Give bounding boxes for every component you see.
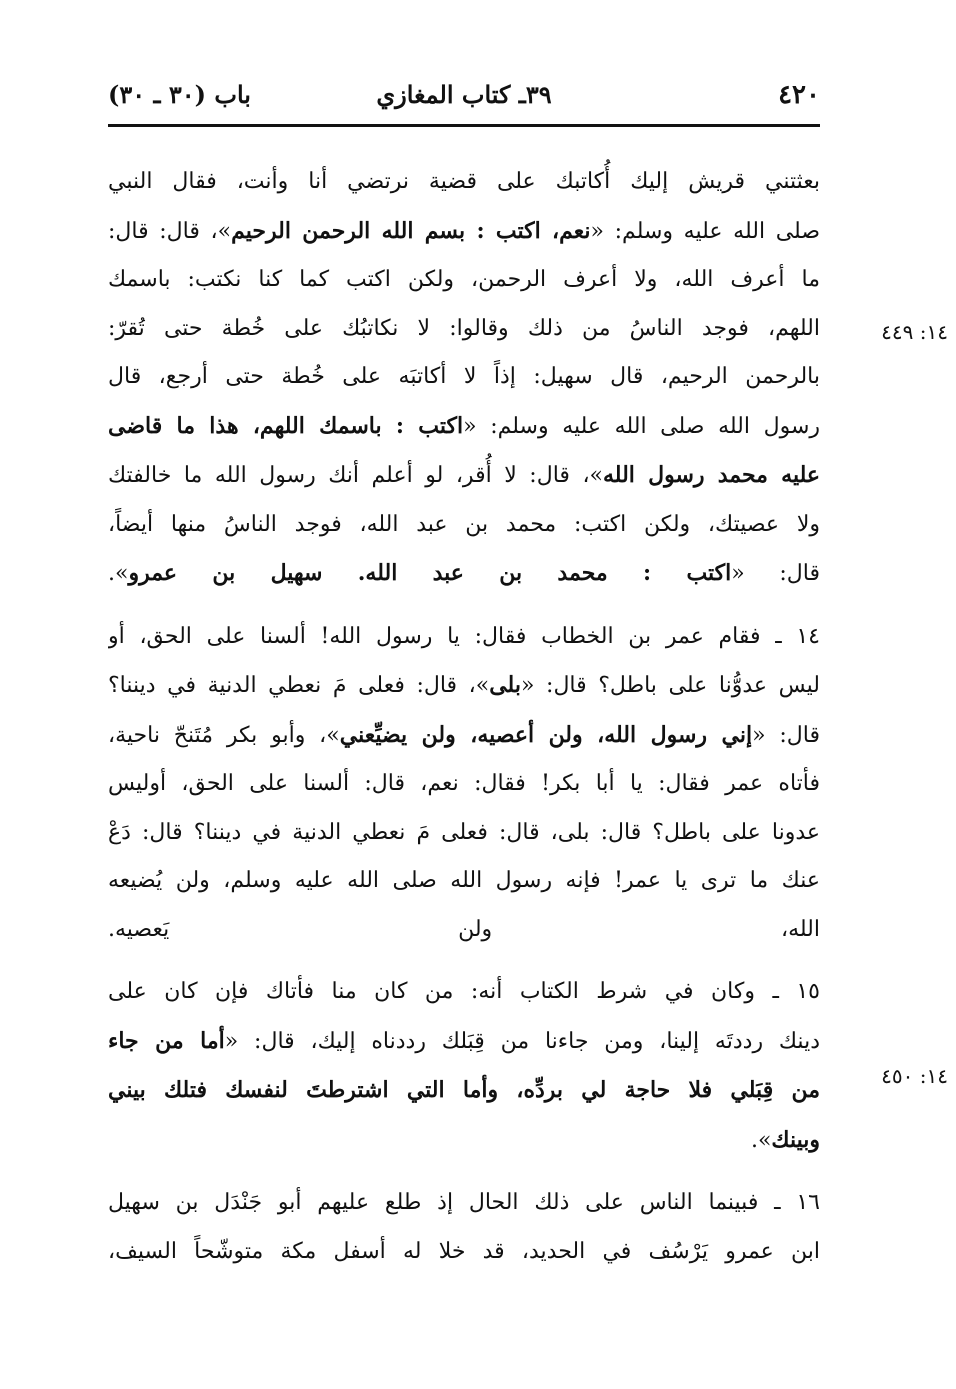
bold-text-run: وبينك xyxy=(771,1126,820,1153)
bold-text-run: أما من جاء xyxy=(108,1027,225,1054)
bold-text-run: اكتب : باسمك اللهم، هذا ما قاضى xyxy=(108,412,464,439)
text-run: »، قال: لا أُقر، لو أعلم أنك رسول الله ما خالفتك xyxy=(108,463,604,488)
text-line xyxy=(108,857,820,906)
text-run: اللهم، فوجد الناسُ من ذلك وقالوا: لا نكاتبُك على خُطة حتى تُقرّ: xyxy=(108,315,820,341)
text-run: ١٦ ـ فبينما الناس على ذلك الحال إذ طلع عليهم أبو جَنْدَل بن سهيل xyxy=(108,1190,820,1215)
text-line xyxy=(108,402,820,452)
text-line xyxy=(108,256,820,305)
bold-text-run: عليه محمد رسول الله xyxy=(603,462,820,488)
text-line xyxy=(108,760,820,809)
text-run: رسول الله صلى الله عليه وسلم: « xyxy=(463,413,820,439)
text-run: »، وأبو بكر مُتَنحّ ناحية، xyxy=(108,722,340,748)
margin-reference-450: ١٤: ٤٥٠ xyxy=(881,1064,948,1088)
text-line xyxy=(108,1228,820,1277)
bold-text-run: إني رسول الله، ولن أعصيه، ولن يضيِّعني xyxy=(339,721,753,748)
text-line xyxy=(108,353,820,402)
header-rule xyxy=(108,124,820,127)
text-run: ابن عمرو يَرْسُف في الحديد، قد خلا له أسفل مكة متوشّحاً السيف، xyxy=(108,1238,820,1264)
text-run: ولا عصيتك، ولكن اكتب: محمد بن عبد الله، فوجد الناسُ منها أيضاً، xyxy=(108,511,820,537)
text-run: فأتاه عمر فقال: يا أبا بكر! فقال: نعم، قال: ألسنا على الحق، أوليس xyxy=(108,771,820,796)
bold-text-run: بلى xyxy=(489,672,521,698)
bold-text-run: من قِبَلي فلا حاجة لي بردِّه، وأما التي اشترطتَ لنفسك فتلك بيني xyxy=(108,1077,820,1103)
text-line xyxy=(108,1116,820,1166)
body-text xyxy=(108,158,820,1290)
page-header xyxy=(108,72,820,120)
text-run: ١٤ ـ فقام عمر بن الخطاب فقال: يا رسول الله! ألسنا على الحق، أو xyxy=(108,623,820,649)
text-run: عدونا على باطل؟ قال: بلى، قال: فعلى مَ نعطي الدنية في ديننا؟ قال: دَعْ xyxy=(108,819,820,845)
text-line xyxy=(108,711,820,761)
text-line xyxy=(108,613,820,662)
text-line xyxy=(108,1017,820,1067)
text-line xyxy=(108,158,820,207)
text-line xyxy=(108,207,820,257)
text-line xyxy=(108,1066,820,1116)
paragraph xyxy=(108,613,820,955)
text-line xyxy=(108,906,820,955)
paragraph xyxy=(108,1179,820,1276)
paragraph xyxy=(108,158,820,599)
text-line xyxy=(108,661,820,711)
bold-text-run: نعم، اكتب : بسم الله الرحمن الرحيم xyxy=(231,217,591,244)
text-line xyxy=(108,809,820,858)
chapter-reference: باب (٣٠ ـ ٣٠) xyxy=(108,80,251,109)
text-run: عنك ما ترى يا عمر! فإنه رسول الله صلى الله عليه وسلم، ولن يُضيعه xyxy=(108,868,820,893)
page-number: ٤٢٠ xyxy=(778,80,820,110)
text-run: ١٥ ـ وكان في شرط الكتاب أنه: من كان منا فأتاك فإن كان على xyxy=(108,979,820,1004)
text-line xyxy=(108,305,820,354)
text-run: صلى الله عليه وسلم: « xyxy=(590,218,820,244)
margin-reference-449: ١٤: ٤٤٩ xyxy=(881,320,948,344)
text-run: ما أعرف الله، ولا أعرف الرحمن، ولكن اكتب كما كنا نكتب: باسمك xyxy=(108,267,820,292)
text-run: قال: « xyxy=(752,722,820,748)
text-run: »، قال: فعلى مَ نعطي الدنية في ديننا؟ xyxy=(108,673,490,698)
running-title: ٣٩ـ كتاب المغازي xyxy=(376,80,552,109)
text-run: ليس عدوُّنا على باطل؟ قال: « xyxy=(520,673,820,698)
text-line xyxy=(108,1179,820,1228)
text-run: بالرحمن الرحيم، قال سهيل: إذاً لا أكاتبَه على خُطة حتى أرجع، قال xyxy=(108,364,820,389)
text-line xyxy=(108,501,820,550)
text-run: دينك رددتَه إلينا، ومن جاءنا من قِبَلك رددناه إليك، قال: « xyxy=(224,1028,820,1054)
text-line xyxy=(108,549,820,599)
text-run: ». xyxy=(108,561,129,586)
text-run: بعثتني قريش إليك أُكاتبك على قضية نرتضي أنا وأنت، فقال النبي xyxy=(108,169,820,194)
text-line xyxy=(108,968,820,1017)
bold-text-run: اكتب : محمد بن عبد الله. سهيل بن عمرو xyxy=(128,560,732,586)
text-line xyxy=(108,451,820,501)
text-run: »، قال: قال: xyxy=(108,218,232,244)
text-run: الله، ولن يَعصيه. xyxy=(108,916,820,942)
paragraph xyxy=(108,968,820,1165)
text-run: ». xyxy=(750,1127,772,1153)
text-run: قال: « xyxy=(731,561,820,586)
